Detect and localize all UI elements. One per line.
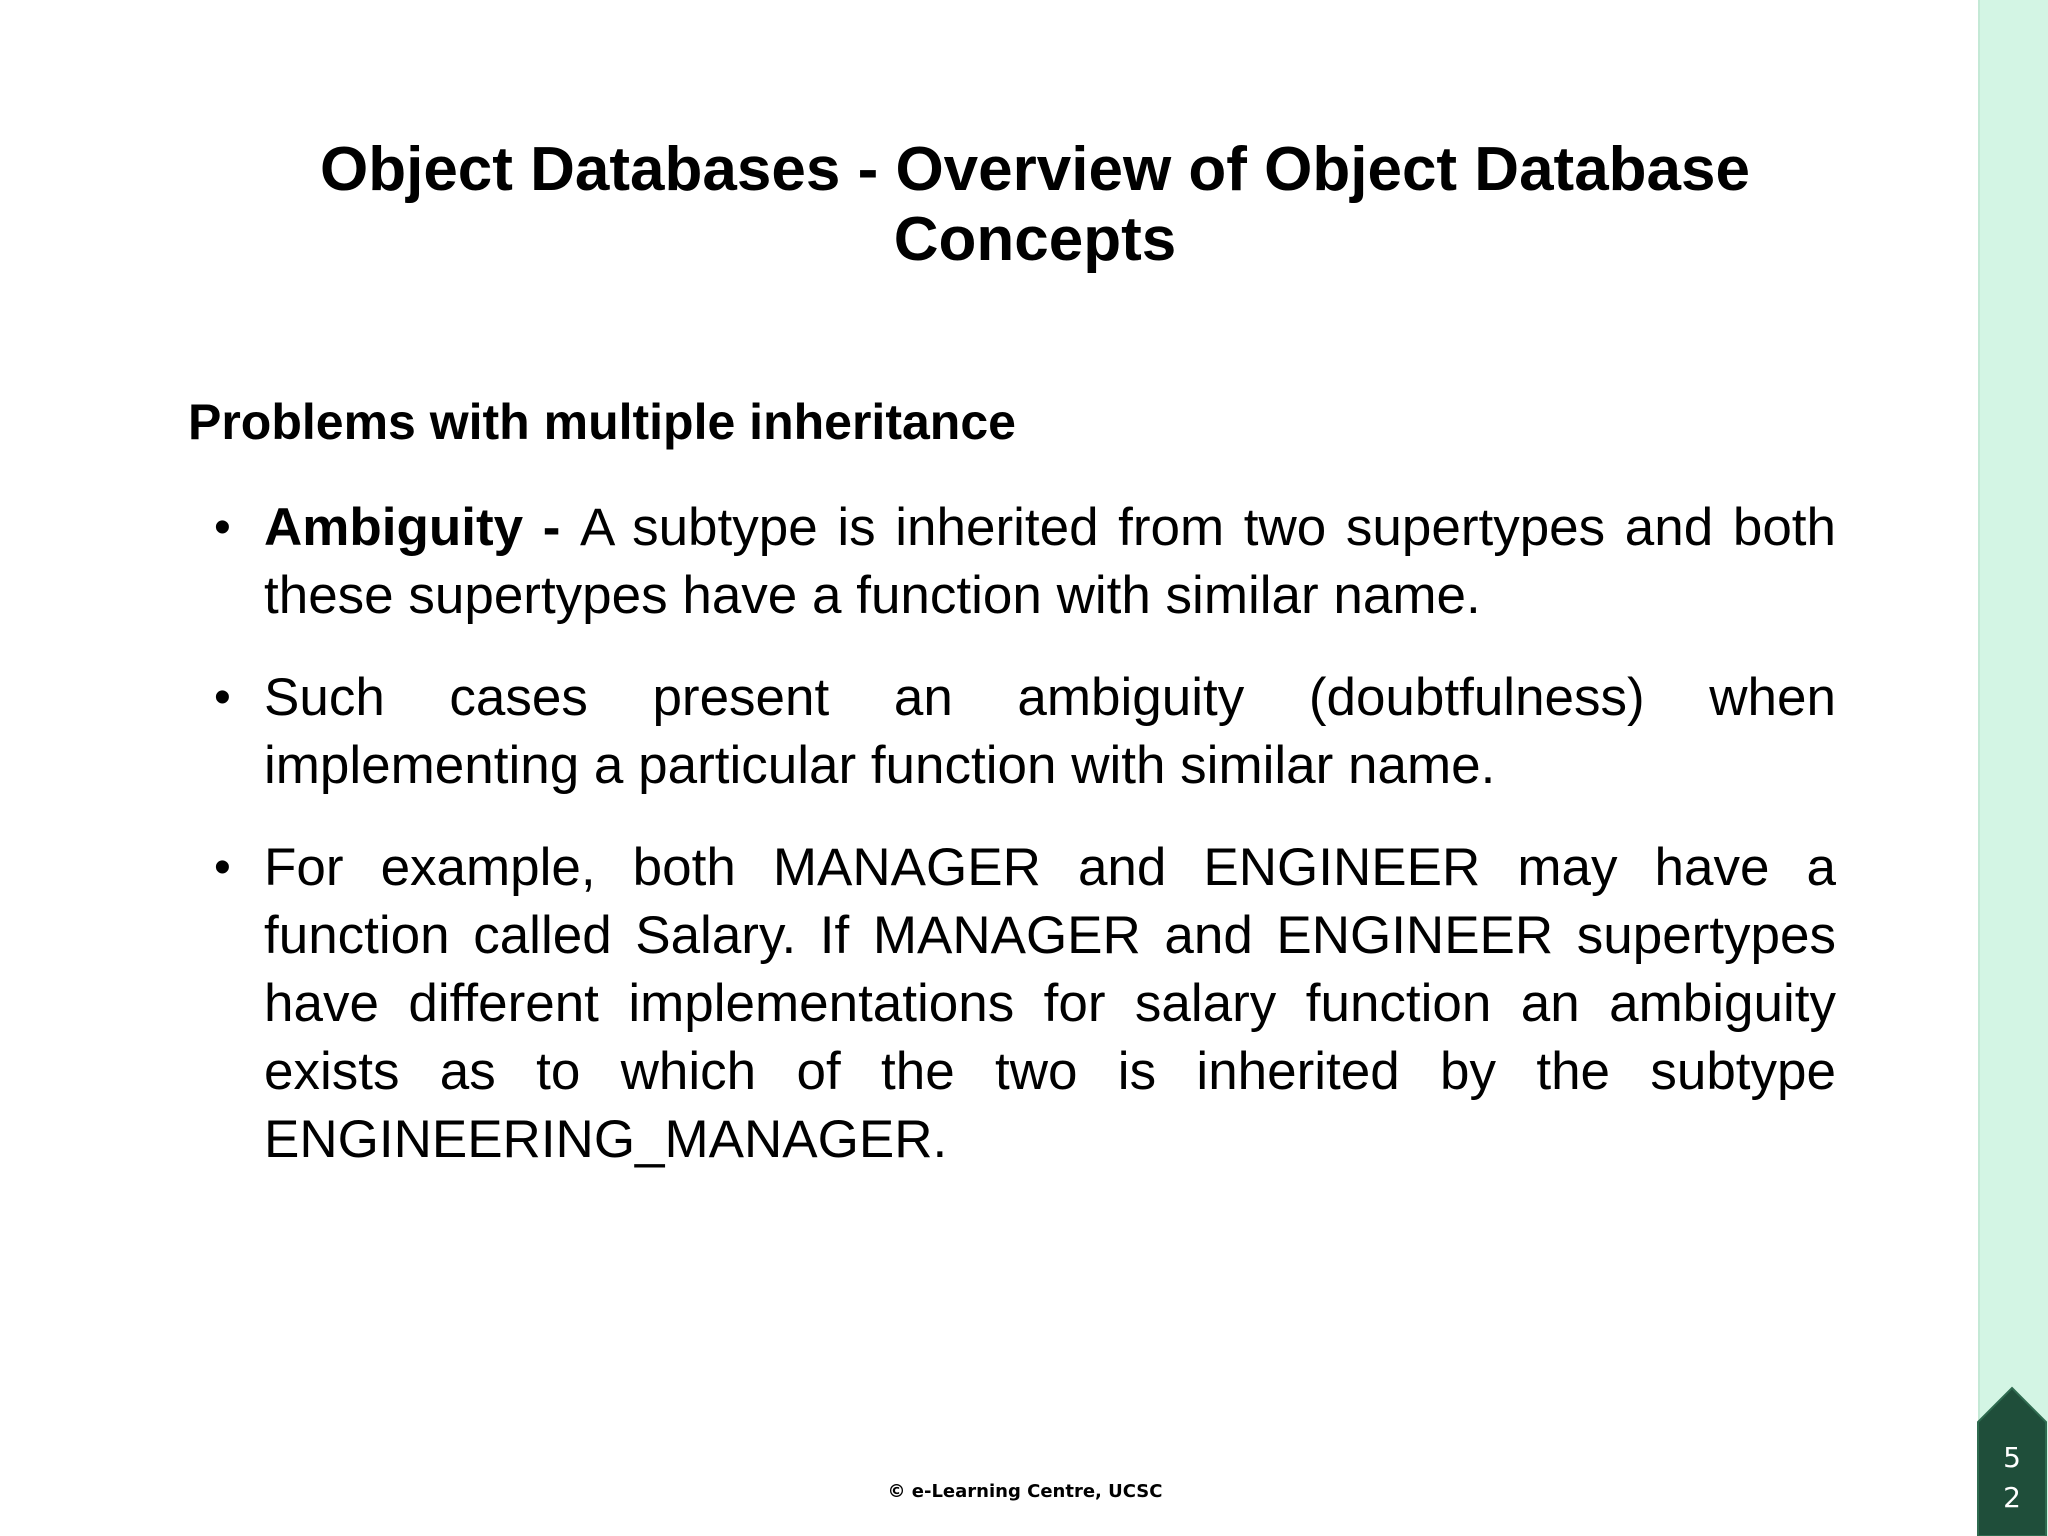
- section-heading: Problems with multiple inheritance: [188, 394, 1016, 450]
- bullet-text: A subtype is inherited from two supertypes and both these supertypes have a function with similar name.: [264, 498, 1837, 625]
- bullet-dot-icon: •: [214, 501, 231, 554]
- bullet-item-such-cases: [214, 664, 1836, 800]
- bullet-dot-icon: •: [214, 841, 231, 894]
- bullet-text: For example, both MANAGER and ENGINEER may have a function called Salary. If MANAGER and ENGINEER supertypes have different implementations for salary function an ambiguity exists as to which of the two is inherited by the subtype ENGINEERING_MANAGER.: [264, 838, 1836, 1169]
- page-number-digit-1: 5: [2003, 1441, 2021, 1474]
- bullet-item-example: [214, 834, 1836, 1174]
- bullet-label: Ambiguity -: [264, 498, 581, 557]
- footer-copyright: © e-Learning Centre, UCSC: [887, 1481, 1163, 1502]
- bullet-item-ambiguity: [214, 494, 1837, 630]
- bullet-text: Such cases present an ambiguity (doubtfulness) when implementing a particular function with similar name.: [264, 668, 1836, 795]
- page-number-digit-2: 2: [2003, 1481, 2021, 1514]
- side-accent-strip: [1978, 0, 2048, 1536]
- page-number-badge: [1976, 1386, 2048, 1536]
- bullet-list: [214, 494, 1837, 1208]
- page-number: [1976, 1438, 2048, 1518]
- bullet-dot-icon: •: [214, 671, 231, 724]
- slide-title: Object Databases - Overview of Object Database Concepts: [320, 135, 1750, 274]
